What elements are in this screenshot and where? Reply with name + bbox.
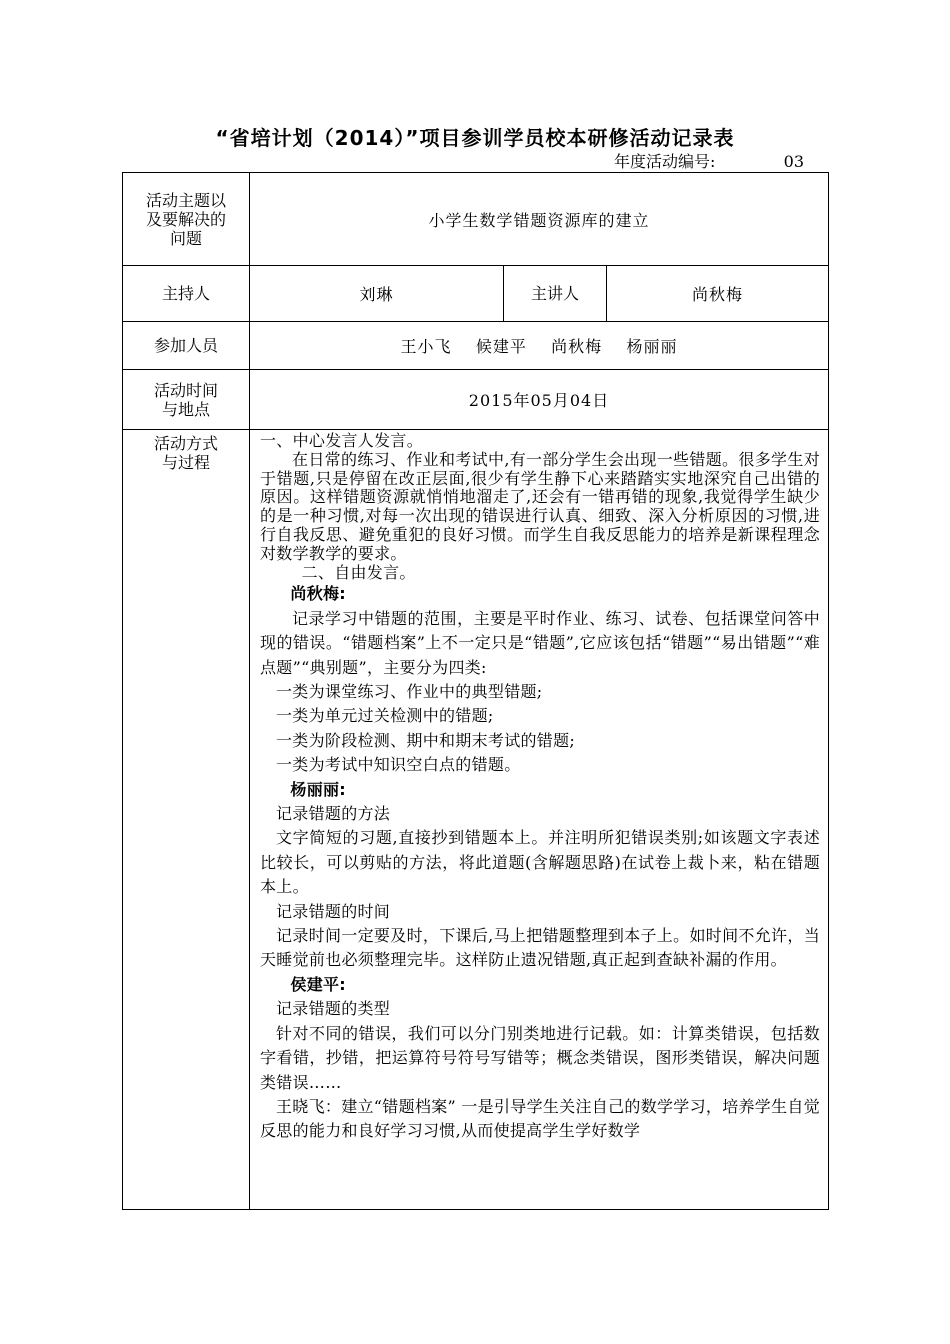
topic-row (123, 173, 829, 266)
host-label: 主持人 (123, 266, 250, 322)
time-place-row (123, 370, 829, 430)
topic-label: 活动主题以及要解决的问题 (145, 190, 226, 248)
speaker1-intro: 记录学习中错题的范围，主要是平时作业、练习、试卷、包括课堂问答中现的错误。“错题档案”上不一定只是“错题”,它应该包括“错题”“易出错题”“难点题”“典别题”，主要分为四类: (260, 608, 821, 677)
speaker1-name: 尚秋梅: (290, 584, 346, 604)
speaker1-item: 一类为阶段检测、期中和期末考试的错题; (276, 730, 576, 750)
section1-body: 在日常的练习、作业和考试中,有一部分学生会出现一些错题。很多学生对于错题,只是停留在改正层面,很少有学生静下心来踏踏实实地深究自己出错的原因。这样错题资源就悄悄地溜走了,还会有一错再错的现象,我觉得学生缺少的是一种习惯,对每一次出现的错误进行认真、细致、深入分析原因的习惯,进行自我反思、避免重犯的良好习惯。而学生自我反思能力的培养是新课程理念对数学教学的要求。 (260, 449, 821, 563)
topic-value: 小学生数学错题资源库的建立 (250, 173, 829, 266)
speaker-value: 尚秋梅 (607, 266, 829, 322)
speaker2-name: 杨丽丽: (290, 779, 346, 799)
participants-row (123, 322, 829, 370)
time-place-value: 2015年05月04日 (250, 370, 829, 430)
section1-heading: 一、中心发言人发言。 (260, 431, 424, 450)
activity-number-value: 03 (783, 152, 804, 171)
speaker3-name: 侯建平: (290, 974, 346, 994)
activity-number-label: 年度活动编号: (614, 152, 716, 171)
speaker2-paragraph: 文字简短的习题,直接抄到错题本上。并注明所犯错误类别;如该题文字表述比较长，可以剪贴的方法，将此道题(含解题思路)在试卷上裁卜来，粘在错题本上。 (260, 828, 821, 897)
activity-number (614, 152, 806, 173)
process-label-cell (123, 430, 250, 1210)
speaker1-item: 一类为课堂练习、作业中的典型错题; (276, 682, 543, 701)
topic-label-cell (123, 173, 250, 266)
time-place-label-cell (123, 370, 250, 430)
speaker3-subheading: 记录错题的类型 (276, 999, 391, 1019)
host-value: 刘琳 (250, 266, 504, 322)
host-row (123, 266, 829, 322)
time-place-label: 活动时间与地点 (153, 380, 218, 419)
section2-heading: 二、自由发言。 (301, 562, 416, 582)
participants-label: 参加人员 (123, 322, 250, 370)
participants-value: 王小飞 候建平 尚秋梅 杨丽丽 (250, 322, 829, 370)
process-content (250, 430, 829, 1210)
speaker2-subheading: 记录错题的时间 (276, 901, 391, 921)
record-table (122, 172, 829, 1210)
speaker2-paragraph: 记录时间一定要及时，下课后,马上把错题整理到本子上。如时间不允许，当天睡觉前也必须整理完毕。这样防止遗况错题,真正起到查缺补漏的作用。 (260, 926, 821, 970)
speaker2-subheading: 记录错题的方法 (276, 804, 391, 824)
speaker1-item: 一类为单元过关检测中的错题; (276, 706, 494, 726)
process-label: 活动方式与过程 (153, 434, 218, 472)
speaker1-item: 一类为考试中知识空白点的错题。 (276, 755, 521, 775)
section-central-speech (260, 432, 820, 582)
process-row (123, 430, 829, 1210)
speaker4-paragraph: 王晓飞：建立“错题档案” 一是引导学生关注自己的数学学习，培养学生自觉反思的能力和良好学习习惯,从而使提高学生学好数学 (260, 1096, 821, 1141)
speaker3-paragraph: 针对不同的错误，我们可以分门别类地进行记载。如：计算类错误，包括数字看错，抄错，把运算符号符号写错等；概念类错误，图形类错误，解决问题类错误…… (260, 1023, 821, 1092)
speaker-label: 主讲人 (504, 266, 607, 322)
document-title: “省培计划（2014）”项目参训学员校本研修活动记录表 (215, 126, 735, 150)
